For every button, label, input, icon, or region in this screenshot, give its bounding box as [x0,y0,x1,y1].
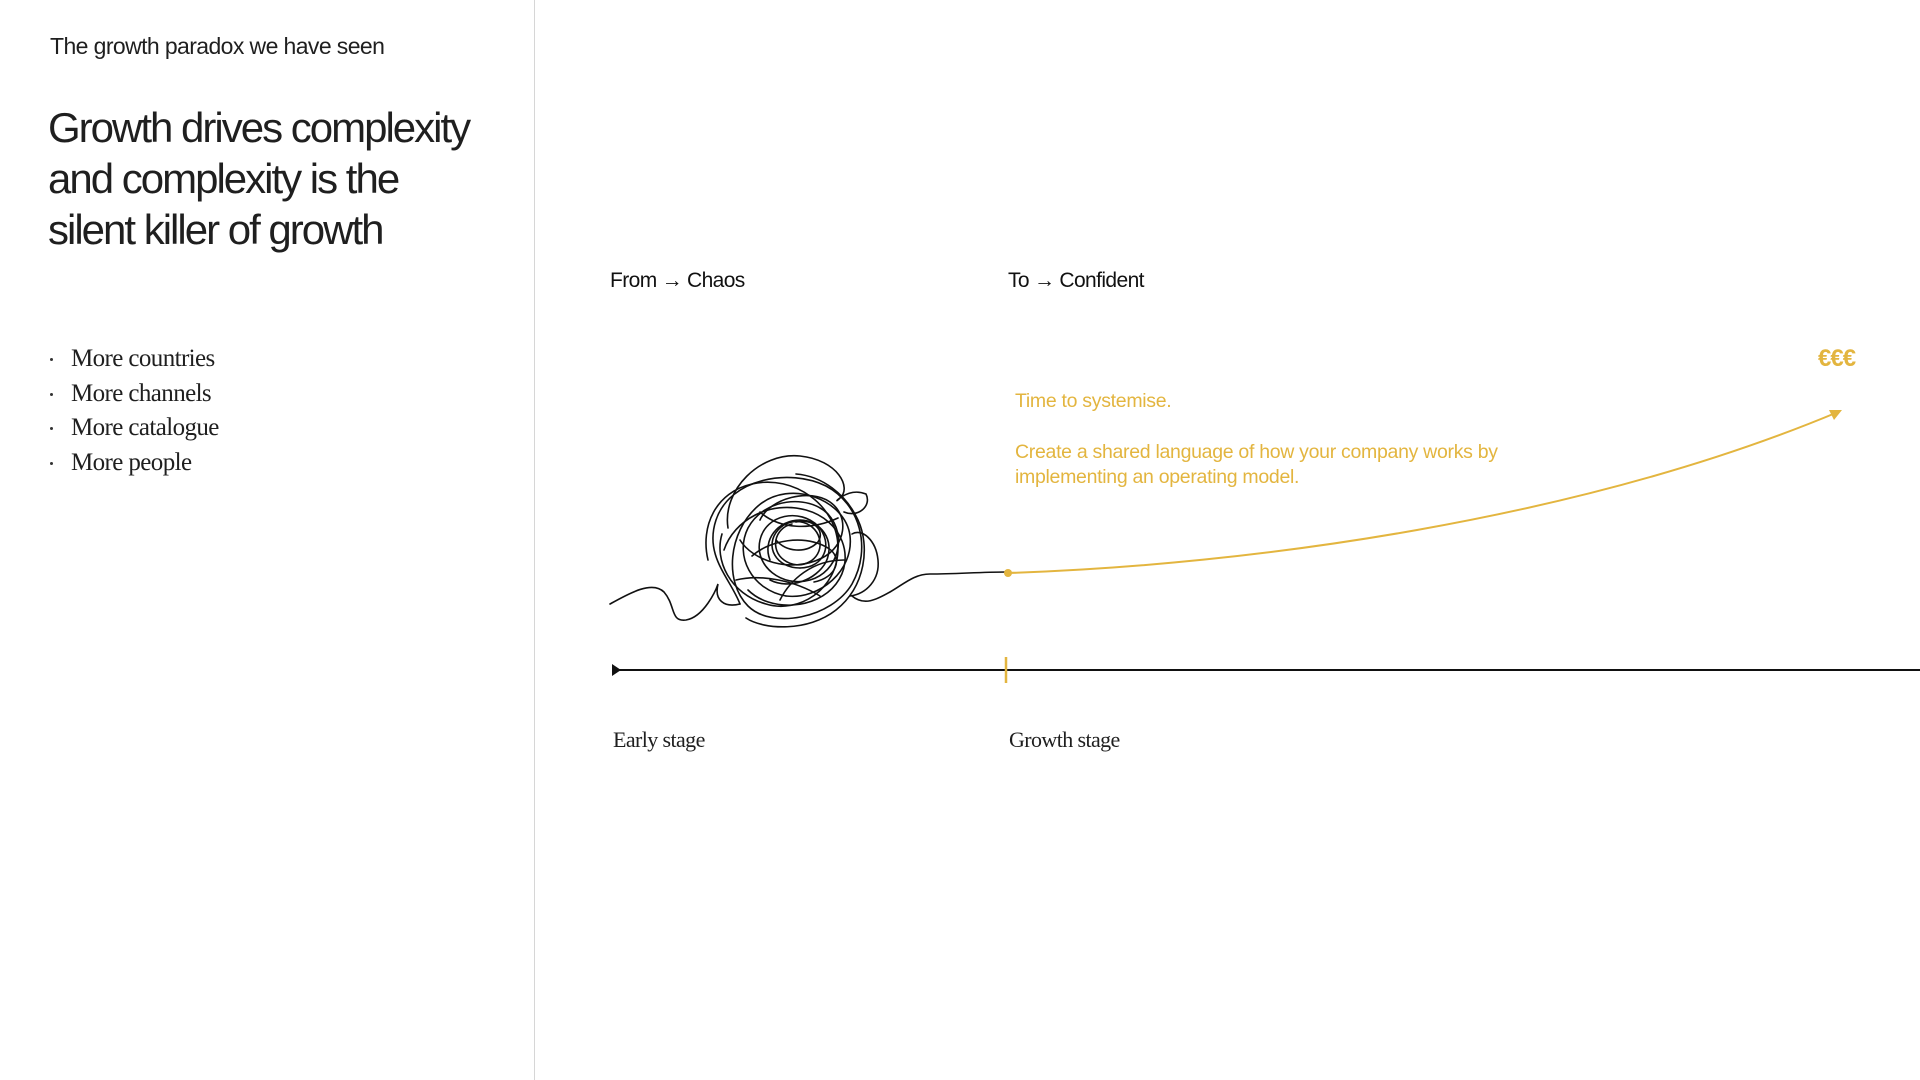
growth-curve [1008,412,1838,573]
from-state: Chaos [687,269,745,292]
from-prefix: From [610,269,657,292]
bullet-item: More countries [48,342,219,377]
timeline-start-marker [612,664,621,676]
growth-start-dot [1004,569,1012,577]
early-stage-label: Early stage [613,727,705,752]
annotation-body: Create a shared language of how your company works by implementing an operating model. [1015,440,1498,488]
right-arrow-icon: → [661,269,682,292]
reward-label: €€€ [1818,345,1856,372]
bullet-item: More catalogue [48,411,219,446]
to-state: Confident [1059,269,1144,292]
headline-line-2: and complexity is the [48,155,399,202]
chaos-scribble [610,456,1006,627]
growth-stage-label: Growth stage [1009,727,1120,752]
to-prefix: To [1008,269,1029,292]
bullet-item: More channels [48,377,219,412]
annotation-title: Time to systemise. [1015,390,1172,412]
right-arrow-icon: → [1033,269,1055,292]
headline-line-3: silent killer of growth [48,206,383,253]
headline-line-1: Growth drives complexity [48,104,470,151]
bullet-item: More people [48,446,219,481]
eyebrow-title: The growth paradox we have seen [50,33,385,59]
